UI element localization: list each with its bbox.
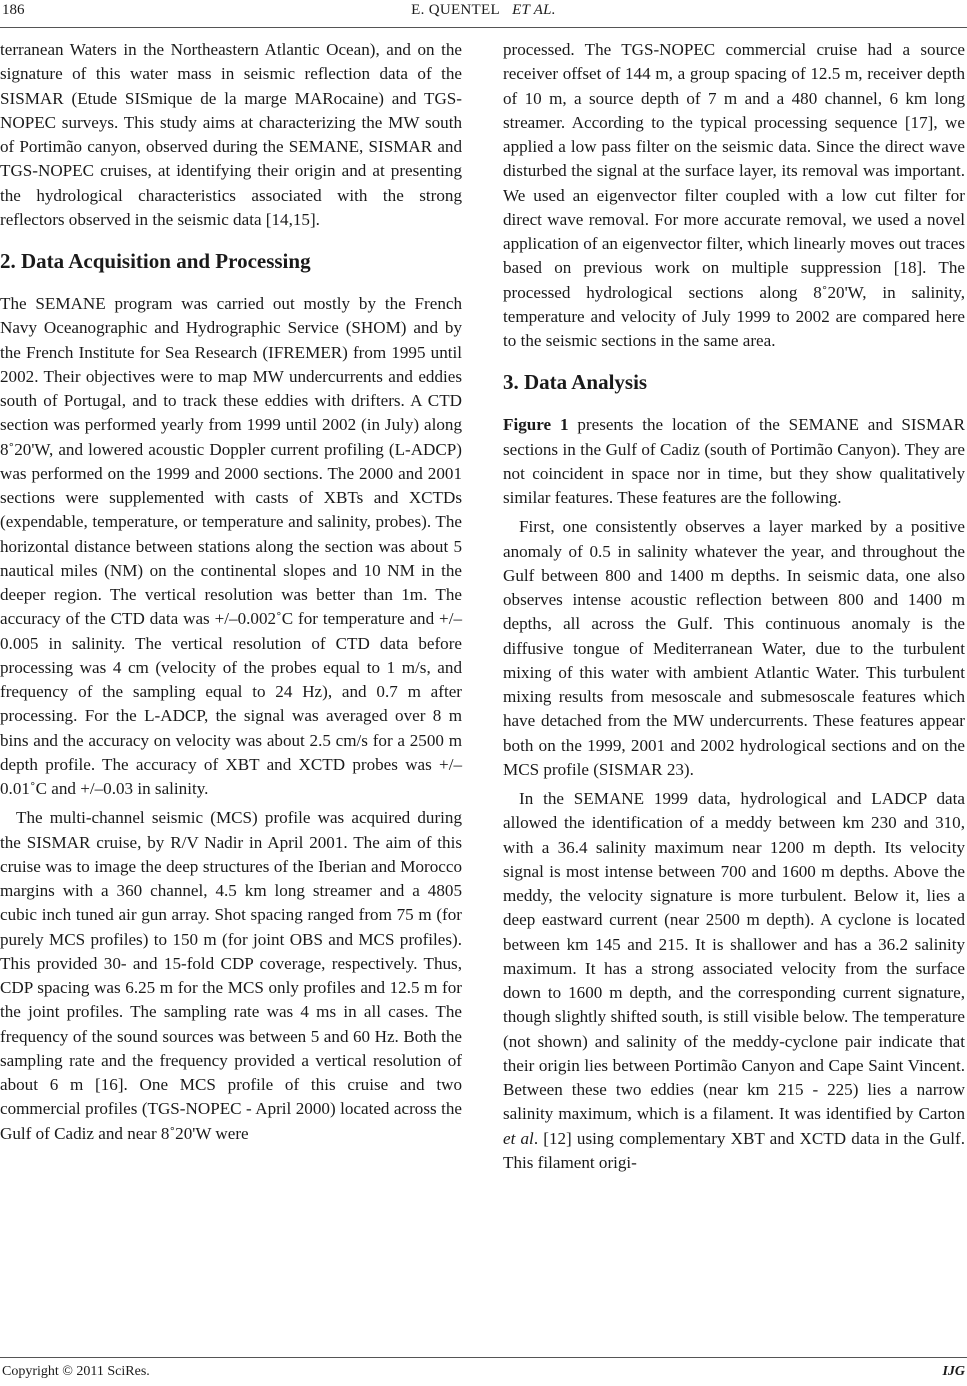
page-number: 186 — [2, 2, 25, 18]
section-heading-data-acquisition: 2. Data Acquisition and Processing — [0, 249, 311, 273]
page-header — [0, 0, 967, 30]
header-rule — [0, 27, 967, 28]
running-head-et-al: ET AL. — [512, 2, 556, 18]
left-column — [0, 38, 462, 1146]
footer-rule — [0, 1357, 967, 1358]
paragraph-mcs-profile: The multi-channel seismic (MCS) profile was acquired during the SISMAR cruise, by R/V Nadir in April 2001. The aim of this cruise was to image the deep structures of the Iberian and Morocco margins with a 360 channel, 4.5 km long streamer and a 4805 cubic inch tuned air gun array. Shot spacing ranged from 75 m (for purely MCS profiles) to 150 m (for joint OBS and MCS profiles). This provided 30- and 15-fold CDP coverage, respectively. Thus, CDP spacing was 6.25 m for the MCS only profiles and 12.5 m for the joint profiles. The sampling rate was 4 ms in all cases. The frequency of the sound sources was between 5 and 60 Hz. Both the sampling rate and the frequency provided a vertical resolution of about 6 m [16]. One MCS profile of this cruise and two commercial profiles (TGS-NOPEC - April 2000) located across the Gulf of Cadiz and near 8˚20'W were — [0, 808, 462, 1143]
paragraph-figure-1 — [503, 413, 965, 510]
figure-1-text: presents the location of the SEMANE and SISMAR sections in the Gulf of Cadiz (south of Portimão Canyon). They are not coincident in space nor in time, but they show qualitatively similar features. These features are the following. — [503, 415, 965, 507]
journal-abbreviation: IJG — [942, 1364, 965, 1379]
running-head — [0, 2, 967, 19]
semane-1999-text-a: In the SEMANE 1999 data, hydrological and LADCP data allowed the identification of a meddy between km 230 and 310, with a 36.4 salinity maximum near 1200 m depth. Its velocity signal is most intense between 700 and 1600 m depths. Above the meddy, the velocity signature is more turbulent. Below it, lies a deep eastward current (near 2500 m depth). A cyclone is located between km 145 and 215. It is shallower and has a 36.2 salinity maximum. It has a strong associated velocity from the surface down to 1600 m depth, and the corresponding current signature, though slightly shifted south, is still visible below. The temperature (not shown) and salinity of the meddy-cyclone pair indicate that their origin lies between Portimão Canyon and Cape Saint Vincent. Between these two eddies (near km 215 - 225) lies a narrow salinity maximum, which is a filament. It was identified by Carton — [503, 789, 965, 1124]
semane-1999-text-b: . [12] using complementary XBT and XCTD data in the Gulf. This filament origi- — [503, 1128, 965, 1172]
figure-1-link[interactable]: Figure 1 — [503, 415, 569, 435]
copyright-notice: Copyright © 2011 SciRes. — [2, 1364, 150, 1379]
paragraph-semane-program: The SEMANE program was carried out mostly by the French Navy Oceanographic and Hydrographic Service (SHOM) and by the French Institute for Sea Research (IFREMER) from 1995 until 2002. Their objectives were to map MW undercurrents and eddies south of Portugal, and to track these eddies with drifters. A CTD section was performed yearly from 1999 until 2002 (in July) along 8˚20'W, and lowered acoustic Doppler current profiling (L-ADCP) was performed on the 1999 and 2000 sections. The 2000 and 2001 sections were supplemented with casts of XBTs and XCTDs (expendable, temperature, or temperature and salinity, probes). The horizontal distance between stations along the section was about 5 nautical miles (NM) on the continental slopes and 10 NM in the deeper region. The vertical resolution was better than 1m. The accuracy of the CTD data was +/–0.002˚C for temperature and +/–0.005 in salinity. The vertical resolution of CTD data before processing was 4 cm (velocity of the probes equal to 1 m/s, and frequency of the sampling equal to 24 Hz), and 0.7 m after processing. For the L-ADCP, the signal was averaged over 8 m bins and the accuracy on velocity was about 2.5 cm/s for a 2500 m depth profile. The accuracy of XBT and XCTD probes was +/–0.01˚C and +/–0.03 in salinity. — [0, 294, 462, 798]
section-heading-data-analysis: 3. Data Analysis — [503, 370, 648, 395]
paragraph-semane-1999 — [503, 787, 965, 1175]
running-head-author: E. QUENTEL — [411, 2, 500, 18]
paragraph-salinity-anomaly: First, one consistently observes a layer marked by a positive anomaly of 0.5 in salinity whatever the year, and throughout the Gulf between 800 and 1400 m depths. In seismic data, one also observes intense acoustic reflection between 800 and 1400 m depths, all across the Gulf. This continuous anomaly is the diffusive tongue of Mediterranean Water, due to the turbulent mixing of this water with ambient Atlantic Water. This turbulent mixing results from mesoscale and submesoscale features which have detached from the MW undercurrents. These features appear both on the 1999, 2001 and 2002 hydrological sections and on the MCS profile (SISMAR 23). — [503, 517, 965, 779]
semane-1999-et-al: et al — [503, 1128, 534, 1148]
paragraph-intro: terranean Waters in the Northeastern Atlantic Ocean), and on the signature of this water mass in seismic reflection data of the SISMAR (Etude SISmique de la marge MARocaine) and TGS-NOPEC surveys. This study aims at characterizing the MW south of Portimão canyon, observed during the SEMANE, SISMAR and TGS-NOPEC cruises, at identifying their origin and at presenting the hydrological characteristics associated with the strong reflectors observed in the seismic data [14,15]. — [0, 40, 462, 229]
paragraph-processing: processed. The TGS-NOPEC commercial cruise had a source receiver offset of 144 m, a group spacing of 12.5 m, receiver depth of 10 m, a source depth of 7 m and a 480 channel, 6 km long streamer. According to the typical processing sequence [17], we applied a low pass filter on the seismic data. Since the direct wave disturbed the signal at the surface layer, its removal was important. We used an eigenvector filter coupled with a low cut filter for direct wave removal. For more accurate removal, we used a novel application of an eigenvector filter, which linearly moves out traces based on previous work on multiple suppression [18]. The processed hydrological sections along 8˚20'W, in salinity, temperature and velocity of July 1999 to 2002 are compared here to the seismic sections in the same area. — [503, 40, 965, 350]
right-column — [503, 38, 965, 1175]
